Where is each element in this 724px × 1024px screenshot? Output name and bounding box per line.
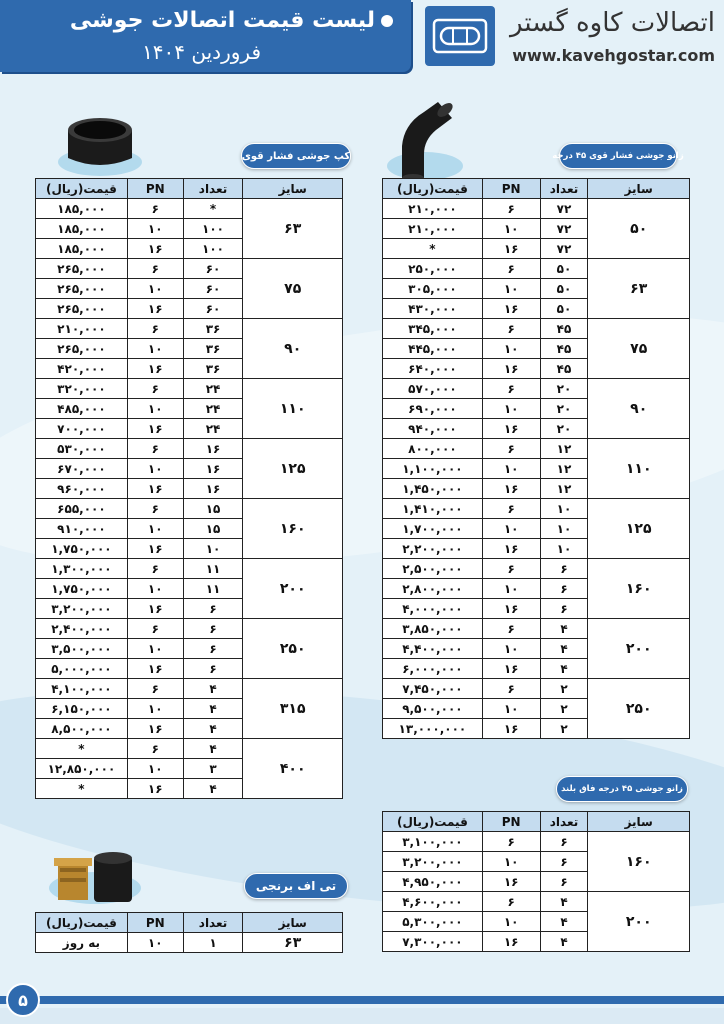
qty-cell: ۴ — [183, 779, 243, 799]
table-row — [36, 933, 343, 953]
cap-product-image — [52, 96, 148, 182]
table-row — [36, 319, 343, 339]
pn-cell: ۱۰ — [127, 339, 183, 359]
table-row — [383, 679, 690, 699]
cap-section-label: کپ جوشی فشار قوی — [241, 143, 351, 169]
pn-cell: ۱۶ — [127, 239, 183, 259]
qty-cell: ۱۲ — [540, 479, 588, 499]
table-header-row — [383, 179, 690, 199]
qty-cell: ۱۶ — [183, 439, 243, 459]
table-row — [36, 499, 343, 519]
pn-cell: ۶ — [127, 619, 183, 639]
qty-cell: ۴ — [540, 932, 588, 952]
price-cell: ۴۸۵,۰۰۰ — [36, 399, 128, 419]
pn-cell: ۶ — [482, 319, 540, 339]
price-cell: ۶,۱۵۰,۰۰۰ — [36, 699, 128, 719]
price-cell: ۱۸۵,۰۰۰ — [36, 239, 128, 259]
elbow45long-price-table — [382, 811, 690, 952]
price-cell: ۶۷۰,۰۰۰ — [36, 459, 128, 479]
price-cell: ۱۸۵,۰۰۰ — [36, 219, 128, 239]
pn-cell: ۶ — [127, 319, 183, 339]
qty-cell: ۱۱ — [183, 579, 243, 599]
pn-cell: ۶ — [127, 739, 183, 759]
qty-cell: ۶ — [540, 832, 588, 852]
qty-cell: ۴ — [183, 719, 243, 739]
pn-cell: ۱۰ — [482, 219, 540, 239]
price-cell: ۷,۳۰۰,۰۰۰ — [383, 932, 483, 952]
table-row — [383, 832, 690, 852]
column-header-price: قیمت(ریال) — [383, 812, 483, 832]
price-cell: ۸,۵۰۰,۰۰۰ — [36, 719, 128, 739]
price-cell: * — [383, 239, 483, 259]
price-cell: ۱,۷۰۰,۰۰۰ — [383, 519, 483, 539]
pn-cell: ۶ — [482, 199, 540, 219]
page-number: ۵ — [6, 983, 40, 1017]
size-cell: ۱۲۵ — [588, 499, 690, 559]
pn-cell: ۱۶ — [482, 419, 540, 439]
cap-price-table — [35, 178, 343, 799]
price-cell: ۳,۱۰۰,۰۰۰ — [383, 832, 483, 852]
price-cell: * — [36, 739, 128, 759]
table-row — [36, 199, 343, 219]
price-cell: ۱۸۵,۰۰۰ — [36, 199, 128, 219]
qty-cell: ۷۲ — [540, 219, 588, 239]
qty-cell: ۶۰ — [183, 279, 243, 299]
column-header-size: سایز — [243, 913, 343, 933]
column-header-size: سایز — [588, 812, 690, 832]
table-row — [383, 439, 690, 459]
table-row — [36, 379, 343, 399]
table-row — [383, 559, 690, 579]
table-header-row — [36, 913, 343, 933]
qty-cell: ۱۵ — [183, 519, 243, 539]
pn-cell: ۱۰ — [482, 399, 540, 419]
pn-cell: ۱۰ — [127, 759, 183, 779]
pn-cell: ۱۰ — [127, 399, 183, 419]
qty-cell: ۶ — [183, 619, 243, 639]
qty-cell: ۱۶ — [183, 479, 243, 499]
pn-cell: ۶ — [482, 892, 540, 912]
brand-name: اتصالات کاوه گستر — [509, 8, 715, 38]
price-cell: ۲۶۵,۰۰۰ — [36, 299, 128, 319]
price-cell: ۹۱۰,۰۰۰ — [36, 519, 128, 539]
pn-cell: ۶ — [482, 619, 540, 639]
price-cell: ۲۱۰,۰۰۰ — [36, 319, 128, 339]
size-cell: ۱۱۰ — [588, 439, 690, 499]
size-cell: ۴۰۰ — [243, 739, 343, 799]
pn-cell: ۱۰ — [127, 639, 183, 659]
pn-cell: ۱۶ — [482, 872, 540, 892]
column-header-qty: تعداد — [540, 179, 588, 199]
price-cell: ۲۶۵,۰۰۰ — [36, 259, 128, 279]
pn-cell: ۶ — [127, 439, 183, 459]
pn-cell: ۶ — [482, 679, 540, 699]
table-row — [36, 439, 343, 459]
pn-cell: ۱۰ — [482, 519, 540, 539]
pn-cell: ۱۶ — [482, 932, 540, 952]
qty-cell: ۶۰ — [183, 299, 243, 319]
column-header-pn: PN — [482, 179, 540, 199]
size-cell: ۱۶۰ — [588, 832, 690, 892]
price-cell: ۲۱۰,۰۰۰ — [383, 199, 483, 219]
price-cell: ۷,۴۵۰,۰۰۰ — [383, 679, 483, 699]
pn-cell: ۶ — [482, 499, 540, 519]
column-header-pn: PN — [482, 812, 540, 832]
qty-cell: ۶۰ — [183, 259, 243, 279]
pn-cell: ۶ — [127, 559, 183, 579]
qty-cell: ۶ — [183, 639, 243, 659]
size-cell: ۹۰ — [243, 319, 343, 379]
qty-cell: ۱ — [183, 933, 243, 953]
size-cell: ۲۵۰ — [588, 679, 690, 739]
price-cell: ۶۴۰,۰۰۰ — [383, 359, 483, 379]
price-cell: ۶,۰۰۰,۰۰۰ — [383, 659, 483, 679]
tee-brass-product-image — [40, 830, 150, 910]
pn-cell: ۱۶ — [127, 419, 183, 439]
pn-cell: ۱۰ — [482, 852, 540, 872]
qty-cell: ۱۱ — [183, 559, 243, 579]
qty-cell: ۳۶ — [183, 339, 243, 359]
qty-cell: ۲۰ — [540, 419, 588, 439]
column-header-pn: PN — [127, 913, 183, 933]
column-header-price: قیمت(ریال) — [383, 179, 483, 199]
qty-cell: ۴ — [540, 639, 588, 659]
pn-cell: ۱۶ — [127, 539, 183, 559]
size-cell: ۲۰۰ — [588, 892, 690, 952]
pn-cell: ۶ — [127, 499, 183, 519]
pn-cell: ۱۰ — [482, 459, 540, 479]
qty-cell: ۱۵ — [183, 499, 243, 519]
price-cell: ۴۲۰,۰۰۰ — [36, 359, 128, 379]
qty-cell: ۲۰ — [540, 399, 588, 419]
logo-icon — [432, 16, 488, 56]
size-cell: ۲۵۰ — [243, 619, 343, 679]
qty-cell: ۶ — [183, 659, 243, 679]
price-cell: ۲۶۵,۰۰۰ — [36, 279, 128, 299]
size-cell: ۱۶۰ — [243, 499, 343, 559]
price-cell: ۳۴۵,۰۰۰ — [383, 319, 483, 339]
table-row — [36, 739, 343, 759]
pn-cell: ۱۰ — [482, 339, 540, 359]
price-cell: ۳,۸۵۰,۰۰۰ — [383, 619, 483, 639]
price-cell: ۴,۱۰۰,۰۰۰ — [36, 679, 128, 699]
price-cell: ۶۹۰,۰۰۰ — [383, 399, 483, 419]
qty-cell: ۲۴ — [183, 379, 243, 399]
pn-cell: ۱۶ — [127, 719, 183, 739]
pn-cell: ۱۰ — [127, 219, 183, 239]
table-header-row — [383, 812, 690, 832]
brand-url[interactable]: www.kavehgostar.com — [512, 46, 715, 65]
pn-cell: ۱۰ — [482, 279, 540, 299]
size-cell: ۵۰ — [588, 199, 690, 259]
pn-cell: ۱۰ — [127, 933, 183, 953]
qty-cell: ۴ — [540, 659, 588, 679]
pn-cell: ۱۶ — [127, 599, 183, 619]
table-row — [36, 559, 343, 579]
pn-cell: ۱۶ — [127, 299, 183, 319]
pn-cell: ۱۶ — [482, 479, 540, 499]
size-cell: ۱۲۵ — [243, 439, 343, 499]
price-cell: ۱۲,۸۵۰,۰۰۰ — [36, 759, 128, 779]
header-title-box — [0, 0, 411, 72]
price-cell: ۵,۰۰۰,۰۰۰ — [36, 659, 128, 679]
elbow45long-section-label: زانو جوشی ۴۵ درجه فاق بلند — [556, 776, 688, 802]
price-cell: ۳,۲۰۰,۰۰۰ — [36, 599, 128, 619]
price-cell: ۷۰۰,۰۰۰ — [36, 419, 128, 439]
bullet-icon — [381, 15, 393, 27]
qty-cell: ۳۶ — [183, 359, 243, 379]
size-cell: ۶۳ — [588, 259, 690, 319]
table-row — [383, 259, 690, 279]
pn-cell: ۱۰ — [482, 579, 540, 599]
pn-cell: ۱۶ — [482, 299, 540, 319]
size-cell: ۱۱۰ — [243, 379, 343, 439]
qty-cell: ۶ — [540, 852, 588, 872]
price-cell: ۱,۱۰۰,۰۰۰ — [383, 459, 483, 479]
pn-cell: ۶ — [482, 832, 540, 852]
tee-brass-section-label: تی اف برنجی — [244, 873, 348, 899]
pn-cell: ۱۶ — [482, 719, 540, 739]
table-row — [36, 619, 343, 639]
qty-cell: ۴ — [183, 699, 243, 719]
footer-strip — [0, 1008, 724, 1024]
qty-cell: ۶ — [540, 872, 588, 892]
price-cell: ۹,۵۰۰,۰۰۰ — [383, 699, 483, 719]
qty-cell: ۱۰۰ — [183, 239, 243, 259]
pn-cell: ۶ — [482, 559, 540, 579]
qty-cell: ۲ — [540, 699, 588, 719]
table-row — [383, 379, 690, 399]
tee-brass-price-table — [35, 912, 343, 953]
size-cell: ۲۰۰ — [243, 559, 343, 619]
table-row — [36, 259, 343, 279]
table-row — [383, 319, 690, 339]
pn-cell: ۱۶ — [127, 659, 183, 679]
qty-cell: ۱۰۰ — [183, 219, 243, 239]
price-cell: ۵۷۰,۰۰۰ — [383, 379, 483, 399]
size-cell: ۷۵ — [588, 319, 690, 379]
footer-bar — [0, 996, 724, 1004]
column-header-price: قیمت(ریال) — [36, 913, 128, 933]
price-cell: ۲,۵۰۰,۰۰۰ — [383, 559, 483, 579]
price-cell: ۱۳,۰۰۰,۰۰۰ — [383, 719, 483, 739]
page-title — [70, 8, 393, 33]
pn-cell: ۱۰ — [127, 459, 183, 479]
qty-cell: ۳۶ — [183, 319, 243, 339]
price-cell: ۵,۳۰۰,۰۰۰ — [383, 912, 483, 932]
pn-cell: ۶ — [127, 679, 183, 699]
elbow45-price-table — [382, 178, 690, 739]
brand-logo — [425, 6, 495, 66]
pn-cell: ۱۰ — [482, 912, 540, 932]
qty-cell: ۴ — [183, 739, 243, 759]
price-cell: ۸۰۰,۰۰۰ — [383, 439, 483, 459]
price-cell: ۴,۴۰۰,۰۰۰ — [383, 639, 483, 659]
price-cell: ۵۳۰,۰۰۰ — [36, 439, 128, 459]
price-cell: ۴۴۵,۰۰۰ — [383, 339, 483, 359]
price-cell: ۲۱۰,۰۰۰ — [383, 219, 483, 239]
table-row — [383, 619, 690, 639]
pn-cell: ۶ — [127, 199, 183, 219]
pn-cell: ۱۶ — [482, 659, 540, 679]
qty-cell: ۲۴ — [183, 419, 243, 439]
table-row — [36, 679, 343, 699]
price-cell: ۹۴۰,۰۰۰ — [383, 419, 483, 439]
qty-cell: ۷۲ — [540, 199, 588, 219]
qty-cell: ۶ — [540, 579, 588, 599]
pn-cell: ۱۰ — [127, 699, 183, 719]
pn-cell: ۶ — [127, 259, 183, 279]
pn-cell: ۶ — [482, 259, 540, 279]
qty-cell: ۶ — [540, 559, 588, 579]
qty-cell: ۱۲ — [540, 439, 588, 459]
pn-cell: ۱۰ — [482, 699, 540, 719]
qty-cell: ۶ — [183, 599, 243, 619]
size-cell: ۱۶۰ — [588, 559, 690, 619]
price-cell: ۳,۲۰۰,۰۰۰ — [383, 852, 483, 872]
price-cell: ۱,۷۵۰,۰۰۰ — [36, 579, 128, 599]
price-cell: ۱,۷۵۰,۰۰۰ — [36, 539, 128, 559]
pn-cell: ۶ — [482, 379, 540, 399]
size-cell: ۳۱۵ — [243, 679, 343, 739]
price-cell: به روز — [36, 933, 128, 953]
qty-cell: ۳ — [183, 759, 243, 779]
qty-cell: ۲ — [540, 719, 588, 739]
qty-cell: ۵۰ — [540, 259, 588, 279]
pn-cell: ۱۶ — [482, 539, 540, 559]
column-header-qty: تعداد — [183, 179, 243, 199]
qty-cell: ۶ — [540, 599, 588, 619]
price-cell: ۴,۹۵۰,۰۰۰ — [383, 872, 483, 892]
price-cell: ۱,۴۱۰,۰۰۰ — [383, 499, 483, 519]
qty-cell: ۷۲ — [540, 239, 588, 259]
pn-cell: ۱۰ — [482, 639, 540, 659]
price-cell: ۱,۳۰۰,۰۰۰ — [36, 559, 128, 579]
qty-cell: ۲۰ — [540, 379, 588, 399]
pn-cell: ۱۶ — [482, 599, 540, 619]
qty-cell: ۵۰ — [540, 299, 588, 319]
qty-cell: ۴۵ — [540, 359, 588, 379]
price-cell: ۱,۴۵۰,۰۰۰ — [383, 479, 483, 499]
pn-cell: ۱۶ — [127, 779, 183, 799]
table-row — [383, 199, 690, 219]
qty-cell: ۴۵ — [540, 339, 588, 359]
pn-cell: ۱۶ — [127, 479, 183, 499]
price-cell: ۴,۰۰۰,۰۰۰ — [383, 599, 483, 619]
price-cell: ۲,۴۰۰,۰۰۰ — [36, 619, 128, 639]
price-cell: ۲۵۰,۰۰۰ — [383, 259, 483, 279]
size-cell: ۶۳ — [243, 199, 343, 259]
table-row — [383, 499, 690, 519]
price-cell: ۳۰۵,۰۰۰ — [383, 279, 483, 299]
size-cell: ۹۰ — [588, 379, 690, 439]
pn-cell: ۱۰ — [127, 519, 183, 539]
pn-cell: ۱۶ — [127, 359, 183, 379]
qty-cell: ۴۵ — [540, 319, 588, 339]
price-cell: ۴۳۰,۰۰۰ — [383, 299, 483, 319]
price-cell: ۳۲۰,۰۰۰ — [36, 379, 128, 399]
column-header-qty: تعداد — [183, 913, 243, 933]
qty-cell: ۵۰ — [540, 279, 588, 299]
column-header-qty: تعداد — [540, 812, 588, 832]
elbow45-section-label: زانو جوشی فشار قوی ۴۵ درجه — [559, 143, 677, 169]
pn-cell: ۱۰ — [127, 579, 183, 599]
size-cell: ۶۳ — [243, 933, 343, 953]
page-title-text: لیست قیمت اتصالات جوشی — [69, 8, 375, 33]
price-cell: ۶۵۵,۰۰۰ — [36, 499, 128, 519]
size-cell: ۲۰۰ — [588, 619, 690, 679]
table-row — [383, 892, 690, 912]
qty-cell: ۴ — [540, 619, 588, 639]
column-header-pn: PN — [127, 179, 183, 199]
elbow-product-image — [380, 94, 470, 186]
pn-cell: ۶ — [127, 379, 183, 399]
size-cell: ۷۵ — [243, 259, 343, 319]
qty-cell: ۴ — [540, 912, 588, 932]
qty-cell: ۲ — [540, 679, 588, 699]
qty-cell: ۱۰ — [183, 539, 243, 559]
table-header-row — [36, 179, 343, 199]
price-cell: ۹۶۰,۰۰۰ — [36, 479, 128, 499]
pn-cell: ۱۶ — [482, 359, 540, 379]
pn-cell: ۱۶ — [482, 239, 540, 259]
qty-cell: ۱۰ — [540, 539, 588, 559]
price-cell: ۲,۲۰۰,۰۰۰ — [383, 539, 483, 559]
qty-cell: ۴ — [540, 892, 588, 912]
column-header-price: قیمت(ریال) — [36, 179, 128, 199]
qty-cell: ۱۶ — [183, 459, 243, 479]
price-cell: * — [36, 779, 128, 799]
price-cell: ۲۶۵,۰۰۰ — [36, 339, 128, 359]
qty-cell: ۱۰ — [540, 499, 588, 519]
price-cell: ۴,۶۰۰,۰۰۰ — [383, 892, 483, 912]
price-cell: ۳,۵۰۰,۰۰۰ — [36, 639, 128, 659]
pn-cell: ۶ — [482, 439, 540, 459]
qty-cell: ۲۴ — [183, 399, 243, 419]
qty-cell: * — [183, 199, 243, 219]
price-cell: ۲,۸۰۰,۰۰۰ — [383, 579, 483, 599]
qty-cell: ۴ — [183, 679, 243, 699]
page-subtitle: فروردین ۱۴۰۴ — [142, 40, 261, 64]
qty-cell: ۱۲ — [540, 459, 588, 479]
qty-cell: ۱۰ — [540, 519, 588, 539]
column-header-size: سایز — [243, 179, 343, 199]
pn-cell: ۱۰ — [127, 279, 183, 299]
column-header-size: سایز — [588, 179, 690, 199]
